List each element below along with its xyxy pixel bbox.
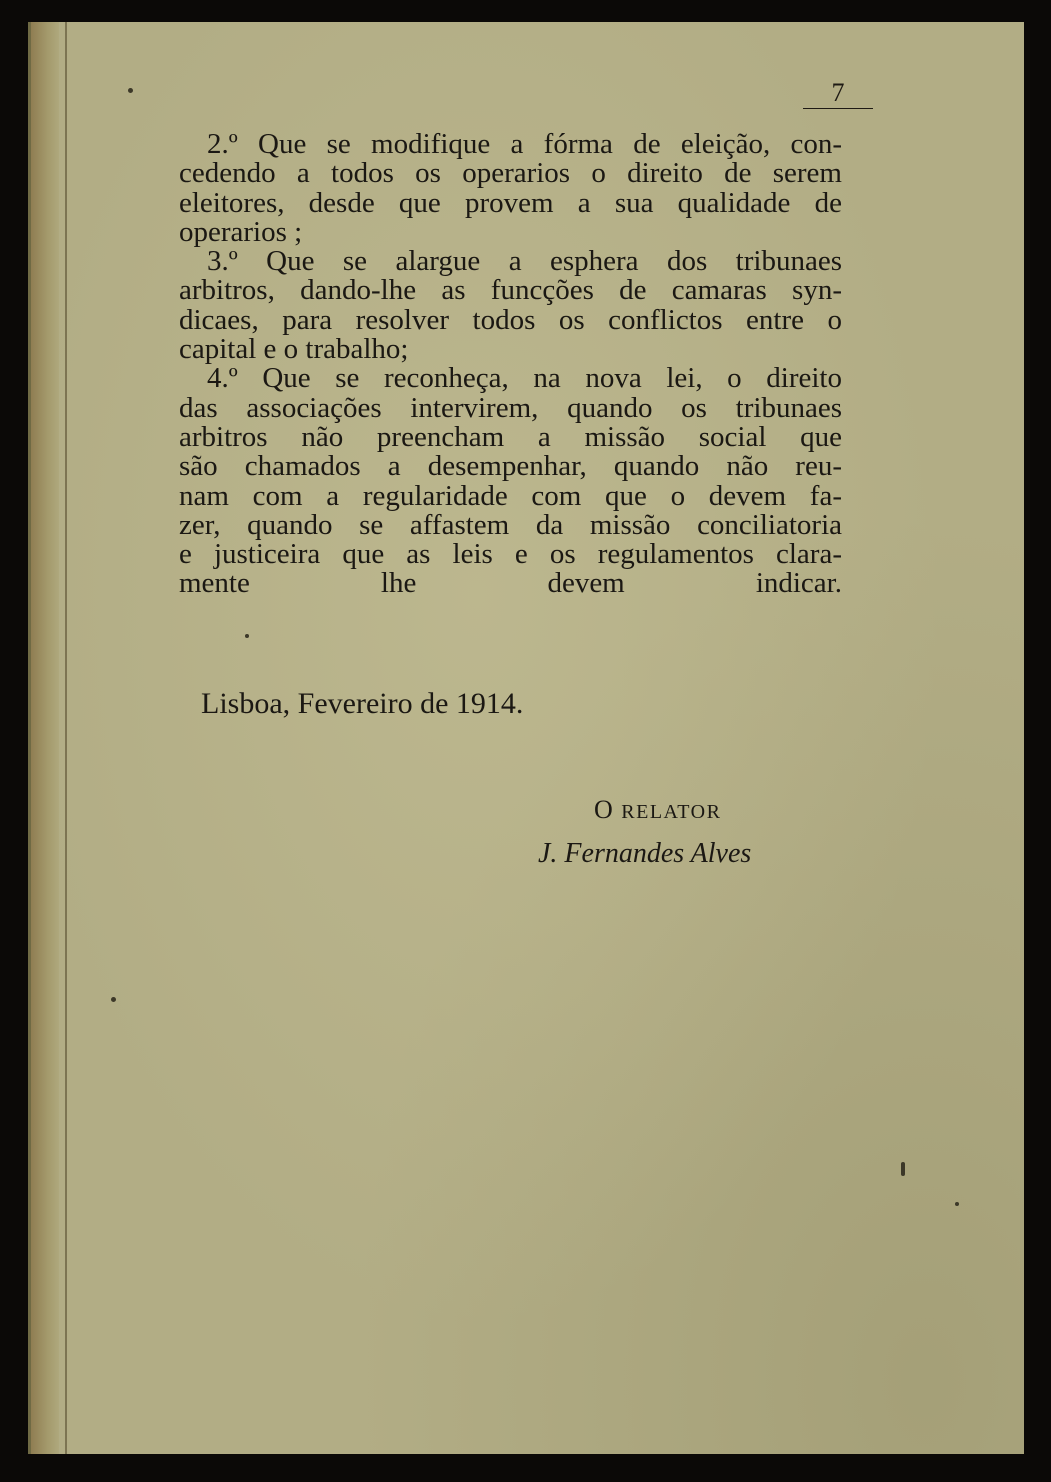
dateline: Lisboa, Fevereiro de 1914. bbox=[201, 687, 524, 720]
text-line: nam com a regularidade com que o devem fa- bbox=[179, 479, 842, 512]
text-line: mente lhe devem indicar. bbox=[179, 567, 842, 600]
page-number: 7 bbox=[803, 78, 873, 109]
text-line: eleitores, desde que provem a sua qualidade de bbox=[179, 186, 842, 219]
text-line: arbitros, dando-lhe as funcções de camaras syn- bbox=[179, 274, 842, 307]
body-text bbox=[179, 130, 842, 599]
text-line: e justiceira que as leis e os regulamentos clara- bbox=[179, 538, 842, 571]
text-line: das associações intervirem, quando os tribunaes bbox=[179, 391, 842, 424]
text-line: 3.º Que se alargue a esphera dos tribunaes bbox=[207, 245, 842, 278]
paper-speck bbox=[955, 1202, 959, 1206]
paper-speck bbox=[901, 1162, 905, 1176]
paper-speck bbox=[245, 634, 249, 638]
paper-speck bbox=[111, 997, 116, 1002]
text-line: 2.º Que se modifique a fórma de eleição, con- bbox=[207, 128, 842, 160]
signature-title bbox=[594, 795, 721, 825]
text-line: arbitros não preencham a missão social que bbox=[179, 420, 842, 453]
text-line: capital e o trabalho; bbox=[179, 333, 409, 366]
signature-title-first: O bbox=[594, 795, 614, 824]
signature-name: J. Fernandes Alves bbox=[538, 838, 752, 869]
signature-title-rest: RELATOR bbox=[621, 801, 722, 823]
text-line: operarios ; bbox=[179, 215, 303, 248]
paper-speck bbox=[128, 88, 133, 93]
text-line: são chamados a desempenhar, quando não reu- bbox=[179, 450, 842, 483]
text-line: cedendo a todos os operarios o direito de serem bbox=[179, 157, 842, 190]
document-page bbox=[28, 22, 1024, 1454]
text-line: 4.º Que se reconheça, na nova lei, o direito bbox=[207, 362, 842, 395]
text-line: zer, quando se affastem da missão conciliatoria bbox=[179, 508, 842, 541]
page-spine-edge bbox=[31, 22, 59, 1454]
text-line: dicaes, para resolver todos os conflictos entre o bbox=[179, 303, 842, 336]
